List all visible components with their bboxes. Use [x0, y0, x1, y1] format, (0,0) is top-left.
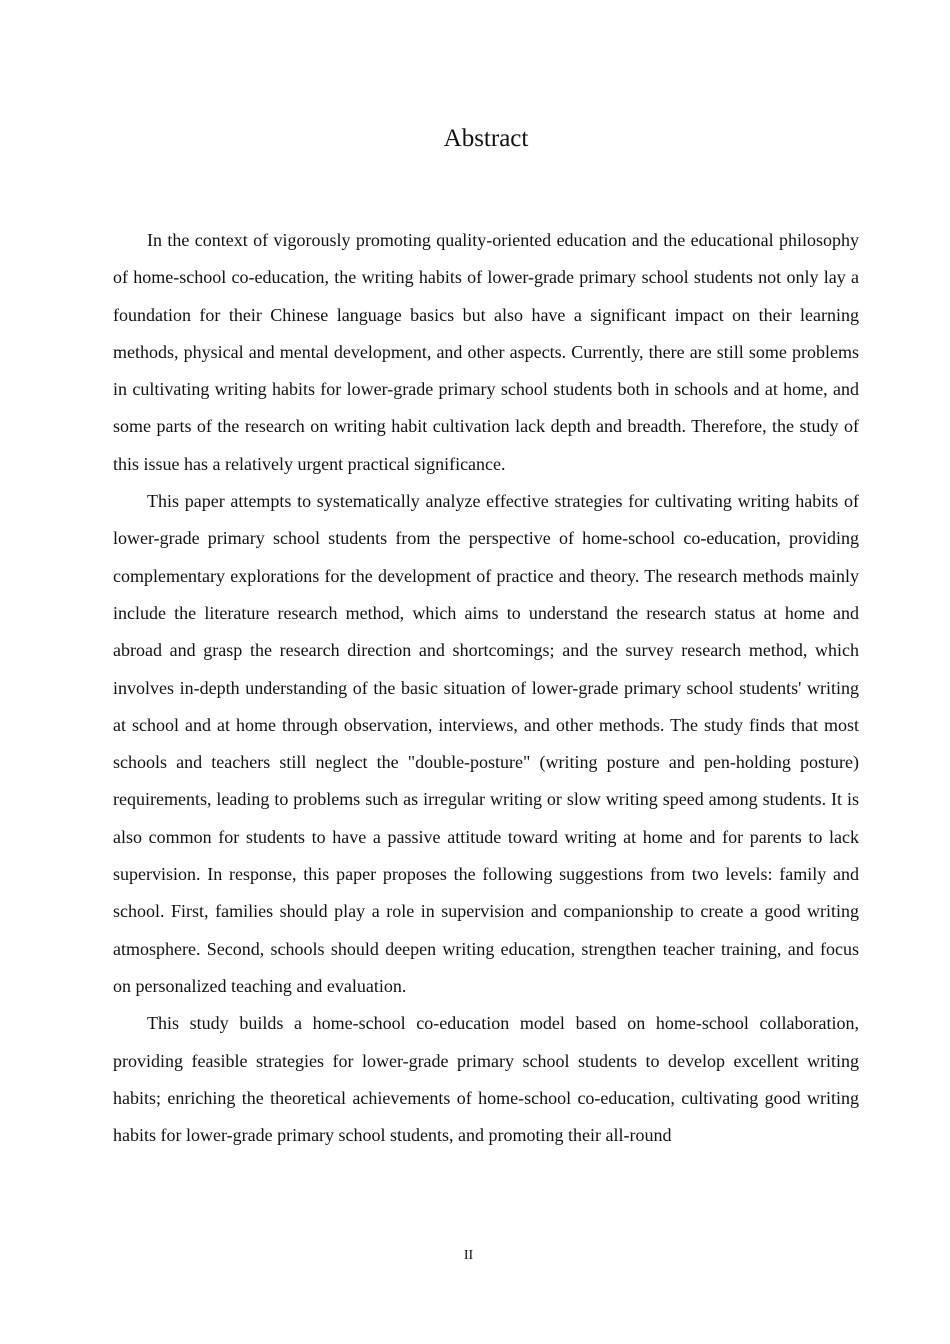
abstract-paragraph-2: This paper attempts to systematically analyze effective strategies for cultivating writing habits of lower-grade primary school students from the perspective of home-school co-education, providing complementary explorations for the development of practice and theory. The research methods mainly include the literature research method, which aims to understand the research status at home and abroad and grasp the research direction and shortcomings; and the survey research method, which involves in-depth understanding of the basic situation of lower-grade primary school students' writing at school and at home through observation, interviews, and other methods. The study finds that most schools and teachers still neglect the "double-posture" (writing posture and pen-holding posture) requirements, leading to problems such as irregular writing or slow writing speed among students. It is also common for students to have a passive attitude toward writing at home and for parents to lack supervision. In response, this paper proposes the following suggestions from two levels: family and school. First, families should play a role in supervision and companionship to create a good writing atmosphere. Second, schools should deepen writing education, strengthen teacher training, and focus on personalized teaching and evaluation.: [113, 491, 859, 996]
abstract-body: [113, 222, 859, 1154]
page-number: II: [463, 1248, 474, 1263]
abstract-paragraph-3: This study builds a home-school co-education model based on home-school collaboration, providing feasible strategies for lower-grade primary school students to develop excellent writing habits; enriching the theoretical achievements of home-school co-education, cultivating good writing habits for lower-grade primary school students, and promoting their all-round: [113, 1013, 859, 1146]
abstract-paragraph-1: In the context of vigorously promoting quality-oriented education and the educational philosophy of home-school co-education, the writing habits of lower-grade primary school students not only lay a foundation for their Chinese language basics but also have a significant impact on their learning methods, physical and mental development, and other aspects. Currently, there are still some problems in cultivating writing habits for lower-grade primary school students both in schools and at home, and some parts of the research on writing habit cultivation lack depth and breadth. Therefore, the study of this issue has a relatively urgent practical significance.: [113, 230, 859, 474]
page-title: Abstract: [443, 125, 529, 152]
